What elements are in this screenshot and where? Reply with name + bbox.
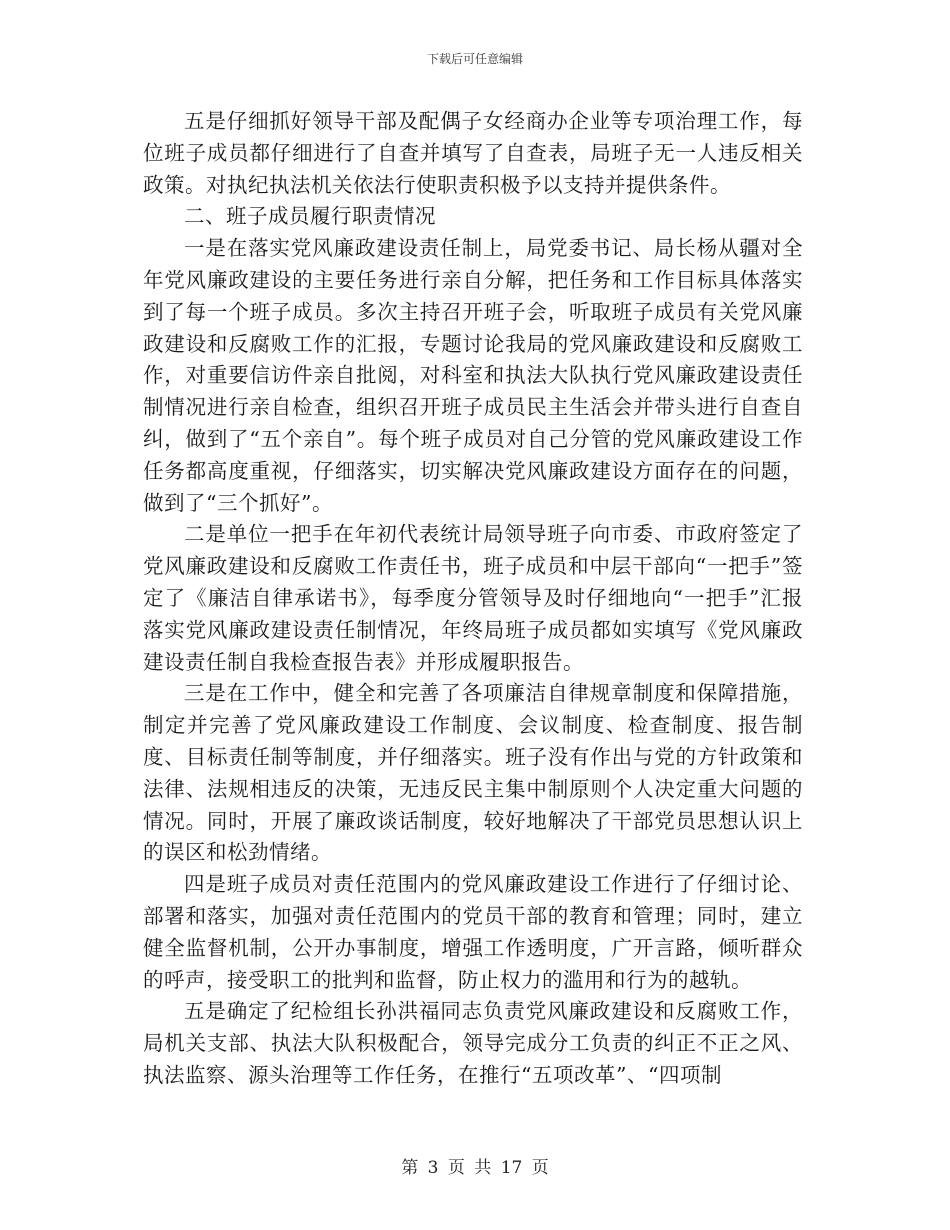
paragraph: 五是仔细抓好领导干部及配偶子女经商办企业等专项治理工作，每位班子成员都仔细进行了自查并填写了自查表，局班子无一人违反相关政策。对执纪执法机关依法行使职责积极予以支持并提供条件。 (143, 109, 803, 197)
paragraph: 二是单位一把手在年初代表统计局领导班子向市委、市政府签定了党风廉政建设和反腐败工作责任书，班子成员和中层干部向“一把手”签定了《廉洁自律承诺书》，每季度分管领导及时仔细地向“一把手”汇报落实党风廉政建设责任制情况，年终局班子成员都如实填写《党风廉政建设责任制自我检查报告表》并形成履职报告。 (143, 522, 803, 674)
paragraph: 五是确定了纪检组长孙洪福同志负责党风廉政建设和反腐败工作，局机关支部、执法大队积极配合，领导完成分工负责的纠正不正之风、执法监察、源头治理等工作任务，在推行“五项改革”、“四项制 (143, 999, 803, 1087)
document-body (143, 106, 803, 1092)
paragraph: 四是班子成员对责任范围内的党风廉政建设工作进行了仔细讨论、部署和落实，加强对责任范围内的党员干部的教育和管理；同时，建立健全监督机制，公开办事制度，增强工作透明度，广开言路，倾听群众的呼声，接受职工的批判和监督，防止权力的滥用和行为的越轨。 (143, 872, 803, 992)
page-header-note: 下载后可任意编辑 (426, 52, 523, 66)
paragraph: 一是在落实党风廉政建设责任制上，局党委书记、局长杨从疆对全年党风廉政建设的主要任务进行亲自分解，把任务和工作目标具体落实到了每一个班子成员。多次主持召开班子会，听取班子成员有关党风廉政建设和反腐败工作的汇报，专题讨论我局的党风廉政建设和反腐败工作，对重要信访件亲自批阅，对科室和执法大队执行党风廉政建设责任制情况进行亲自检查，组织召开班子成员民主生活会并带头进行自查自纠，做到了“五个亲自”。每个班子成员对自己分管的党风廉政建设工作任务都高度重视，仔细落实，切实解决党风廉政建设方面存在的问题，做到了“三个抓好”。 (143, 236, 803, 515)
page-number-footer: 第 3 页 共 17 页 (401, 1158, 549, 1178)
paragraph: 三是在工作中，健全和完善了各项廉洁自律规章制度和保障措施，制定并完善了党风廉政建设工作制度、会议制度、检查制度、报告制度、目标责任制等制度，并仔细落实。班子没有作出与党的方针政策和法律、法规相违反的决策，无违反民主集中制原则个人决定重大问题的情况。同时，开展了廉政谈话制度，较好地解决了干部党员思想认识上的误区和松劲情绪。 (143, 681, 803, 865)
section-heading: 二、班子成员履行职责情况 (184, 204, 436, 229)
